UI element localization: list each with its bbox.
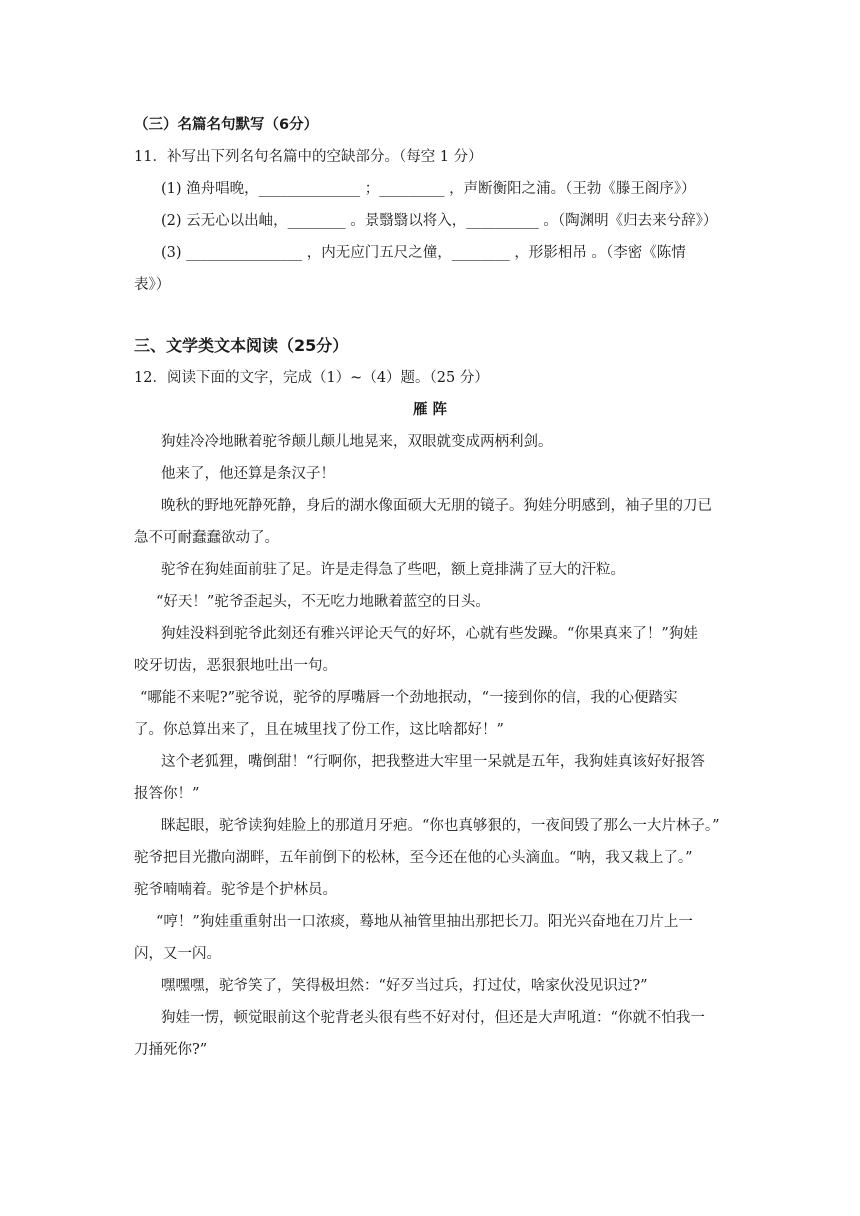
story-paragraph: 嘿嘿嘿，驼爷笑了，笑得极坦然：“好歹当过兵，打过仗，啥家伙没见识过?” bbox=[161, 978, 648, 994]
question-11-item-1: (1) 渔舟唱晚，______________ ；_________ ，声断衡阳之浦。（王勃《滕王阁序》） bbox=[161, 181, 696, 197]
story-title: 雁 阵 bbox=[412, 402, 448, 418]
question-11-item-2: (2) 云无心以出岫，________ 。景翳翳以将入，__________ 。（陶渊明《归去来兮辞》） bbox=[161, 213, 718, 229]
story-paragraph: “好天！”驼爷歪起头，不无吃力地瞅着蓝空的日头。 bbox=[156, 594, 490, 610]
story-paragraph: 他来了，他还算是条汉子！ bbox=[161, 466, 335, 482]
story-paragraph: “哪能不来呢?”驼爷说，驼爷的厚嘴唇一个劲地抿动，“一接到你的信，我的心便踏实 bbox=[140, 690, 678, 706]
story-paragraph-continued: 了。你总算出来了，且在城里找了份工作，这比啥都好！” bbox=[134, 722, 504, 738]
story-paragraph: 狗娃一愣，顿觉眼前这个驼背老头很有些不好对付，但还是大声吼道：“你就不怕我一 bbox=[161, 1010, 705, 1026]
question-11-item-3-continued: 表》） bbox=[134, 277, 171, 293]
story-paragraph-continued: 刀捅死你?” bbox=[134, 1042, 208, 1058]
story-paragraph-continued: 闪，又一闪。 bbox=[134, 946, 221, 962]
story-paragraph-continued: 咬牙切齿，恶狠狠地吐出一句。 bbox=[134, 658, 337, 674]
story-paragraph: 眯起眼，驼爷读狗娃脸上的那道月牙疤。“你也真够狠的，一夜间毁了那么一大片林子。” bbox=[161, 818, 720, 834]
question-11-item-3: (3) ________________ ，内无应门五尺之僮，________ ，形影相吊 。（李密《陈情 bbox=[161, 245, 686, 261]
part-heading-literary-reading: 三、文学类文本阅读（25分） bbox=[134, 336, 349, 355]
story-paragraph: 狗娃没料到驼爷此刻还有雅兴评论天气的好坏，心就有些发躁。“你果真来了！”狗娃 bbox=[161, 626, 698, 642]
story-paragraph: 驼爷在狗娃面前驻了足。许是走得急了些吧，额上竟排满了豆大的汗粒。 bbox=[161, 562, 625, 578]
section-heading-famous-quotes: （三）名篇名句默写（6分） bbox=[134, 117, 319, 133]
question-11-prompt: 11．补写出下列名句名篇中的空缺部分。（每空 1 分） bbox=[134, 149, 483, 165]
story-paragraph: “哼！”狗娃重重射出一口浓痰，蓦地从袖管里抽出那把长刀。阳光兴奋地在刀片上一 bbox=[156, 914, 693, 930]
story-paragraph-continued: 报答你！” bbox=[134, 786, 200, 802]
question-12-prompt: 12．阅读下面的文字，完成（1）~（4）题。（25 分） bbox=[134, 370, 489, 386]
story-paragraph: 晚秋的野地死静死静，身后的湖水像面硕大无朋的镜子。狗娃分明感到，袖子里的刀已 bbox=[161, 498, 712, 514]
story-paragraph-continued: 驼爷把目光撒向湖畔，五年前倒下的松林，至今还在他的心头滴血。“呐，我又栽上了。” bbox=[134, 850, 693, 866]
story-paragraph: 狗娃冷冷地瞅着驼爷颠儿颠儿地晃来，双眼就变成两柄利剑。 bbox=[161, 434, 553, 450]
story-paragraph-continued: 驼爷喃喃着。驼爷是个护林员。 bbox=[134, 882, 337, 898]
story-paragraph: 这个老狐狸，嘴倒甜！“行啊你，把我整进大牢里一呆就是五年，我狗娃真该好好报答 bbox=[161, 754, 705, 770]
story-paragraph-continued: 急不可耐蠢蠢欲动了。 bbox=[134, 530, 279, 546]
